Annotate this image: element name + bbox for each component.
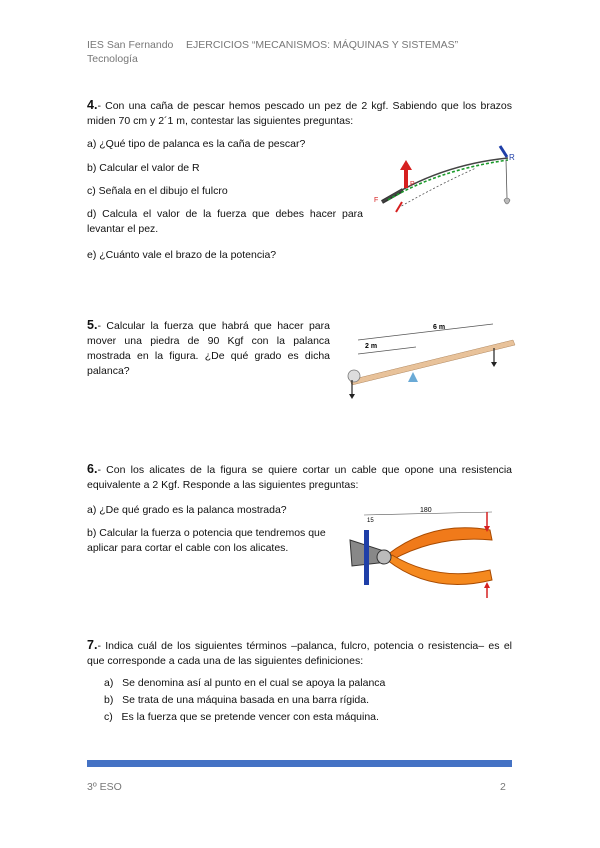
stone-icon [348, 370, 360, 382]
fulcrum-icon [408, 372, 418, 382]
pliers-figure [342, 500, 517, 600]
label-2m: 2 m [365, 343, 378, 350]
page-header [87, 38, 459, 66]
q6-b: b) Calcular la fuerza o potencia que tendremos que aplicar para cortar el cable con los alicates. [87, 527, 326, 554]
fishing-line [506, 160, 507, 198]
school-name: IES San Fernando [87, 39, 174, 51]
q4-a: a) ¿Qué tipo de palanca es la caña de pescar? [87, 138, 306, 150]
q4-b: b) Calcular el valor de R [87, 162, 200, 174]
department: Tecnología [87, 53, 138, 65]
f-arrow [396, 202, 402, 212]
force-arrow-head [491, 362, 497, 367]
cable-icon [364, 530, 369, 585]
lower-handle [387, 555, 492, 585]
label-15: 15 [367, 518, 374, 524]
q5-body: - Calcular la fuerza que habrá que hacer para mover una piedra de 90 Kgf con la palanca mostrada en la figura. ¿De qué grado es dicha palanca? [87, 320, 330, 377]
p-arrow-head [400, 160, 412, 170]
fish-icon [504, 198, 510, 204]
q4-intro [87, 98, 512, 129]
q5-text [87, 318, 330, 379]
q5-number: 5. [87, 318, 98, 332]
header-title: EJERCICIOS “MECANISMOS: MÁQUINAS Y SISTEMAS” [186, 39, 459, 51]
q7-item-marker: a) [104, 677, 114, 689]
footer-course: 3º ESO [87, 781, 122, 793]
pivot-icon [377, 550, 391, 564]
q6-intro [87, 462, 512, 493]
q6-intro-text: - Con los alicates de la figura se quiere cortar un cable que opone una resistencia equivalente a 2 Kgf. Responde a las siguientes preguntas: [87, 464, 512, 491]
q4-intro-text: - Con una caña de pescar hemos pescado un pez de 2 kgf. Sabiendo que los brazos miden 70 cm y 2´1 m, contestar las siguientes preguntas: [87, 100, 512, 127]
weight-arrow-head [349, 394, 355, 399]
q7-number: 7. [87, 638, 98, 652]
footer-page: 2 [500, 781, 506, 793]
rod-line [382, 158, 508, 202]
r-arrow [500, 146, 507, 157]
q4-c: c) Señala en el dibujo el fulcro [87, 185, 228, 197]
q4-d: d) Calcula el valor de la fuerza que debes hacer para levantar el pez. [87, 208, 363, 235]
q7-item-text: Es la fuerza que se pretende vencer con esta máquina. [121, 711, 379, 723]
footer-bar [87, 760, 512, 767]
label-6m: 6 m [433, 324, 446, 331]
label-f: F [374, 197, 379, 204]
upper-handle [387, 528, 492, 560]
dim-6m [358, 324, 493, 340]
label-180: 180 [420, 507, 432, 514]
q7-item-marker: c) [104, 711, 113, 723]
q4-number: 4. [87, 98, 98, 112]
q7-item-a [104, 677, 385, 689]
q4-e: e) ¿Cuánto vale el brazo de la potencia? [87, 249, 277, 261]
force-bottom-head [484, 582, 490, 588]
q7-intro-text: - Indica cuál de los siguientes términos –palanca, fulcro, potencia o resistencia– es el que corresponde a cada una de las siguientes definiciones: [87, 640, 512, 667]
fishing-rod-figure [368, 140, 518, 220]
label-r: R [509, 153, 515, 162]
q7-intro [87, 638, 512, 669]
lever-figure [338, 312, 518, 402]
q7-item-b [104, 694, 369, 706]
q7-item-c [104, 711, 379, 723]
q7-item-text: Se trata de una máquina basada en una barra rígida. [122, 694, 370, 706]
label-p: P [410, 181, 415, 188]
q7-item-marker: b) [104, 694, 114, 706]
q6-number: 6. [87, 462, 98, 476]
q7-item-text: Se denomina así al punto en el cual se apoya la palanca [122, 677, 386, 689]
q6-a: a) ¿De qué grado es la palanca mostrada? [87, 504, 287, 516]
